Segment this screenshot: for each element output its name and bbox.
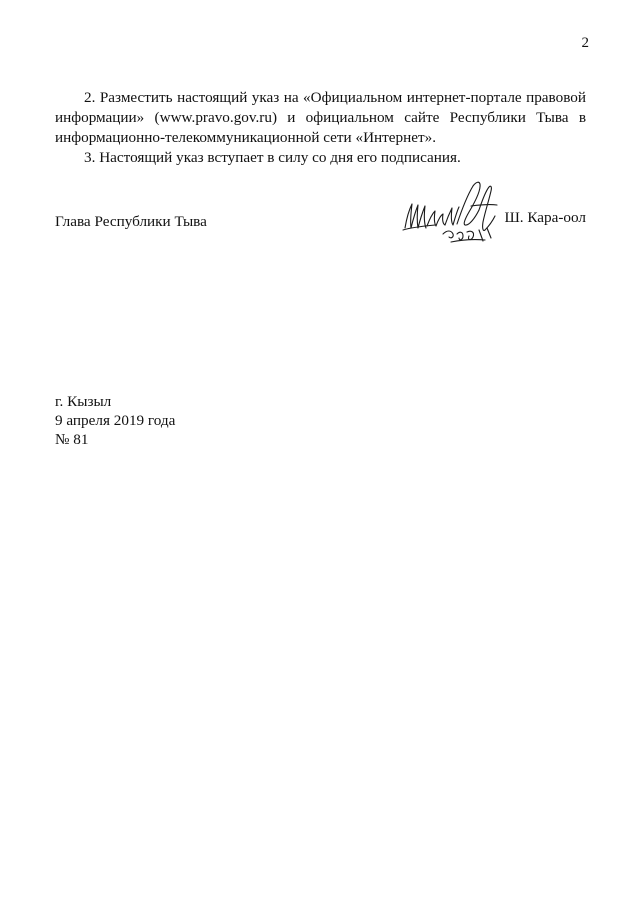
paragraph-effective: 3. Настоящий указ вступает в силу со дня его подписания. xyxy=(84,149,461,166)
handwritten-signature xyxy=(399,178,517,252)
decree-footer xyxy=(55,392,175,449)
paragraph-placement: 2. Разместить настоящий указ на «Официальном интернет-портале правовой информации» (www.pravo.gov.ru) и официальном сайте Республики Тыва в информационно-телекоммуникационной сети «Интернет». xyxy=(55,89,586,146)
decree-body xyxy=(55,88,586,168)
date-line: 9 апреля 2019 года xyxy=(55,412,176,429)
signatory-title: Глава Республики Тыва xyxy=(55,213,207,230)
decree-number: № 81 xyxy=(55,431,89,448)
page-number: 2 xyxy=(581,35,589,51)
signature-block xyxy=(55,198,586,268)
city-line: г. Кызыл xyxy=(55,393,112,410)
signatory-name: Ш. Кара-оол xyxy=(504,209,586,226)
